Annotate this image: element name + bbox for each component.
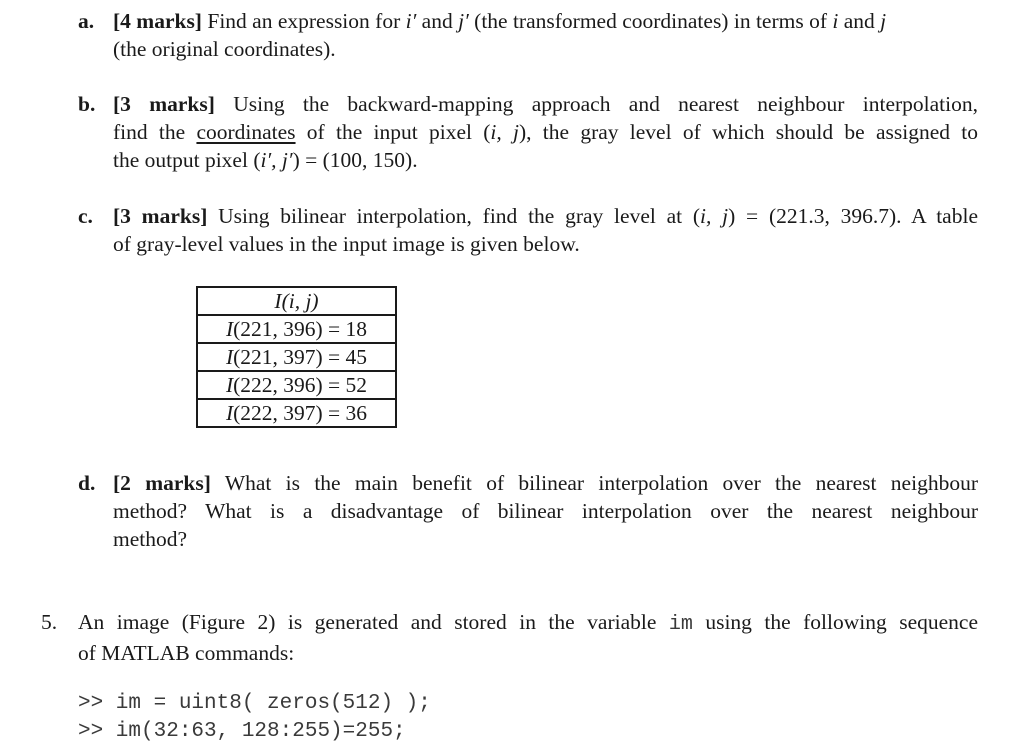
part-b-line-3: the output pixel (i′, j′) = (100, 150). [113, 148, 418, 172]
code-line-1: >> im = uint8( zeros(512) ); [78, 692, 431, 715]
table-header-row [197, 287, 396, 315]
question-5-line-2: of MATLAB commands: [78, 641, 295, 665]
part-b-marks: [3 marks] [113, 92, 215, 116]
part-c-marks: [3 marks] [113, 204, 208, 228]
part-c-label: c. [78, 204, 93, 228]
table-cell: I(221, 396) = 18 [197, 315, 396, 343]
part-a-marks: [4 marks] [113, 9, 202, 33]
variable-im: im [668, 613, 693, 636]
question-part-a [78, 7, 978, 63]
part-c-line-1: [3 marks] Using bilinear interpolation, find the gray level at (i, j) = (221.3, 396.7). A table [113, 204, 978, 228]
part-d-marks: [2 marks] [113, 471, 211, 495]
table-row [197, 343, 396, 371]
table-row [197, 399, 396, 427]
coordinates-underlined: coordinates [196, 120, 296, 144]
question-part-b [78, 90, 978, 174]
table-cell: I(222, 397) = 36 [197, 399, 396, 427]
part-c-line-2: of gray-level values in the input image is given below. [113, 232, 580, 256]
table-cell: I(221, 397) = 45 [197, 343, 396, 371]
question-part-d [78, 469, 978, 553]
question-part-c [78, 202, 978, 258]
question-5-number: 5. [41, 610, 58, 634]
part-a-line-2: (the original coordinates). [113, 37, 336, 61]
table-header-cell: I(i, j) [197, 287, 396, 315]
part-d-line-2: method? What is a disadvantage of bilinear interpolation over the nearest neighbour [113, 499, 978, 523]
part-b-label: b. [78, 92, 96, 116]
part-d-line-1: [2 marks] What is the main benefit of bilinear interpolation over the nearest neighbour [113, 471, 978, 495]
table-row [197, 371, 396, 399]
code-line-2: >> im(32:63, 128:255)=255; [78, 720, 406, 743]
table-cell: I(222, 396) = 52 [197, 371, 396, 399]
part-d-line-3: method? [113, 527, 188, 551]
part-a-line-1: [4 marks] Find an expression for i′ and j′ (the transformed coordinates) in terms of i and j [113, 9, 887, 33]
question-5-line-1: An image (Figure 2) is generated and stored in the variable im using the following sequence [78, 610, 978, 636]
part-a-label: a. [78, 9, 95, 33]
part-b-line-1: [3 marks] Using the backward-mapping approach and nearest neighbour interpolation, [113, 92, 978, 116]
part-b-line-2: find the coordinates of the input pixel (i, j), the gray level of which should be assigned to [113, 120, 978, 144]
table-row [197, 315, 396, 343]
gray-level-table [196, 286, 397, 428]
part-d-label: d. [78, 471, 96, 495]
question-5 [41, 608, 978, 667]
